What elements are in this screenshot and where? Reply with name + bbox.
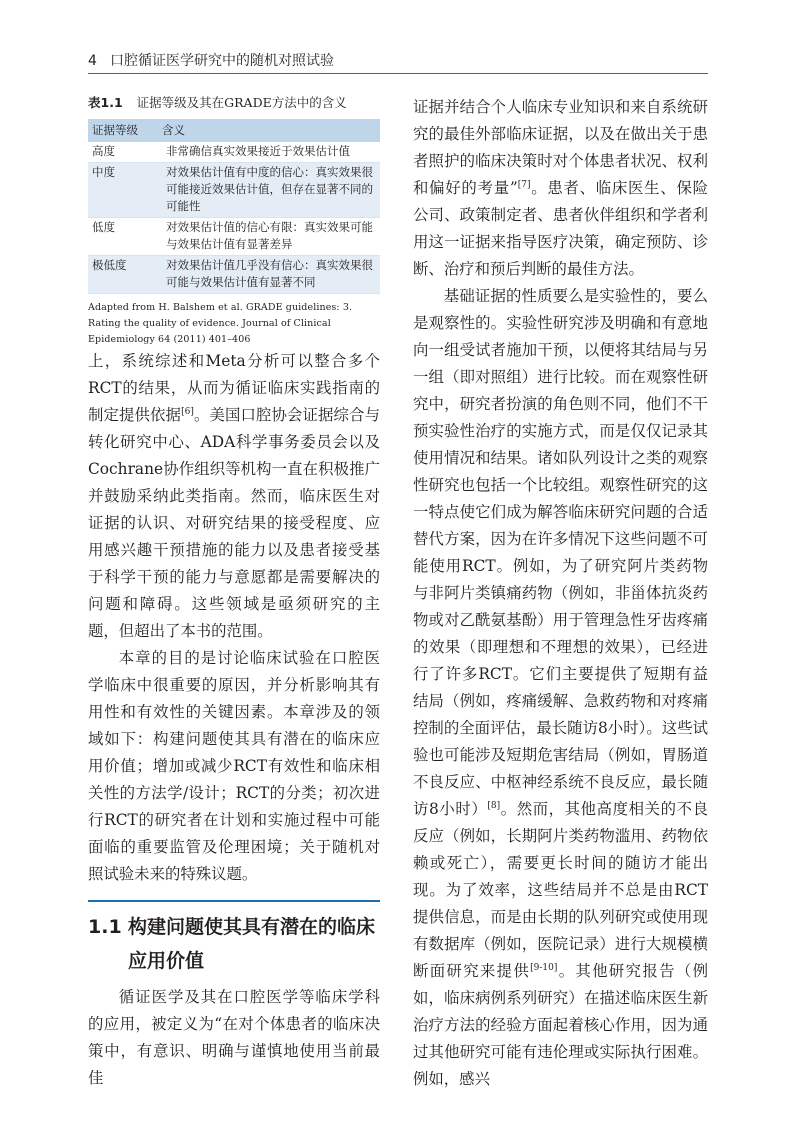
section-rule: [88, 900, 380, 902]
text-run: 。然而，其他高度相关的不良反应（例如，长期阿片类药物滥用、药物依赖或死亡），需要更长时间的随访才能出现。为了效率，这些结局并不总是由RCT提供信息，而是由长期的队列研究或使用现有数据库（例如，医院记录）进行大规模横断面研究来提供: [413, 800, 708, 980]
table-source-note: Adapted from H. Balshem et al. GRADE guidelines: 3. Rating the quality of evidence. Journal of Clinical Epidemiology 64 (2011) 401–406: [88, 302, 353, 345]
table-row: [88, 142, 380, 163]
citation-ref: [9-10]: [530, 962, 558, 973]
meaning-cell: 非常确信真实效果接近于效果估计值: [158, 142, 380, 163]
table-caption: [88, 94, 380, 114]
table-row: [88, 163, 380, 218]
table-number: 表1.1: [88, 95, 123, 110]
table-row: [88, 256, 380, 294]
meaning-cell: 对效果估计值的信心有限：真实效果可能与效果估计值有显著差异: [158, 218, 380, 256]
level-cell: 低度: [88, 218, 158, 256]
running-header: [88, 52, 708, 70]
text-run: 基础证据的性质要么是实验性的，要么是观察性的。实验性研究涉及明确和有意地向一组受试者施加干预，以便将其结局与另一组（即对照组）进行比较。而在观察性研究中，研究者扮演的角色则不同，他们不干预实验性治疗的实施方式，而是仅仅记录其使用情况和结果。诸如队列设计之类的观察性研究也包括一个比较组。观察性研究的这一特点使它们成为解答临床研究问题的合适替代方案，因为在许多情况下这些问题不可能使用RCT。例如，为了研究阿片类药物与非阿片类镇痛药物（例如，非甾体抗炎药物或对乙酰氨基酚）用于管理急性牙齿疼痛的效果（即理想和不理想的效果），已经进行了许多RCT。它们主要提供了短期有益结局（例如，疼痛缓解、急救药物和对疼痛控制的全面评估，最长随访8小时）。这些试验也可能涉及短期危害结局（例如，胃肠道不良反应、中枢神经系统不良反应，最长随访8小时）: [413, 287, 708, 818]
column-header-level: 证据等级: [88, 119, 158, 142]
body-paragraph: [413, 94, 708, 283]
section-heading: [88, 910, 380, 978]
grade-table: [88, 119, 380, 294]
text-run: 。美国口腔协会证据综合与转化研究中心、ADA科学事务委员会以及Cochrane协作组织等机构一直在积极推广并鼓励采纳此类指南。然而，临床医生对证据的认识、对研究结果的接受程度、应用感兴趣干预措施的能力以及患者接受基于科学干预的能力与意愿都是需要解决的问题和障碍。这些领域是亟须研究的主题，但超出了本书的范围。: [88, 406, 380, 640]
table-row: [88, 218, 380, 256]
level-cell: 中度: [88, 163, 158, 218]
body-paragraph: 循证医学及其在口腔医学等临床学科的应用，被定义为“在对个体患者的临床决策中，有意识、明确与谨慎地使用当前最佳: [88, 988, 380, 1087]
meaning-cell: 对效果估计值有中度的信心：真实效果很可能接近效果估计值，但存在显著不同的可能性: [158, 163, 380, 218]
page-number: 4: [88, 53, 97, 69]
meaning-cell: 对效果估计值几乎没有信心：真实效果很可能与效果估计值有显著不同: [158, 256, 380, 294]
column-header-meaning: 含义: [158, 119, 380, 142]
section-title: 构建问题使其具有潜在的临床应用价值: [128, 916, 376, 972]
left-column: [88, 94, 380, 1092]
header-rule: [88, 73, 708, 74]
right-column: [413, 94, 708, 1093]
text-run: 。患者、临床医生、保险公司、政策制定者、患者伙伴组织和学者利用这一证据来指导医疗决策，确定预防、诊断、治疗和预后判断的最佳方法。: [413, 179, 708, 278]
text-run: 。其他研究报告（例如，临床病例系列研究）在描述临床医生新治疗方法的经验方面起着核心作用，因为通过其他研究可能有违伦理或实际执行困难。例如，感兴: [413, 962, 708, 1088]
table-header-row: [88, 119, 380, 142]
citation-ref: [6]: [181, 406, 194, 417]
table-title: 证据等级及其在GRADE方法中的含义: [136, 95, 347, 110]
text-run: 上，系统综述和Meta分析可以整合多个RCT的结果，从而为循证临床实践指南的制定提供依据: [88, 352, 380, 424]
citation-ref: [8]: [487, 800, 501, 811]
body-paragraph: [413, 283, 708, 1093]
running-title: 口腔循证医学研究中的随机对照试验: [110, 53, 334, 69]
section-number: 1.1: [88, 916, 122, 938]
level-cell: 高度: [88, 142, 158, 163]
citation-ref: [7]: [517, 179, 531, 190]
text-run: 证据并结合个人临床专业知识和来自系统研究的最佳外部临床证据，以及在做出关于患者照护的临床决策时对个体患者状况、权利和偏好的考量”: [413, 98, 708, 197]
body-paragraph: [88, 348, 380, 645]
body-paragraph: 本章的目的是讨论临床试验在口腔医学临床中很重要的原因，并分析影响其有用性和有效性的关键因素。本章涉及的领域如下：构建问题使其具有潜在的临床应用价值；增加或减少RCT有效性和临床相关性的方法学/设计；RCT的分类；初次进行RCT的研究者在计划和实施过程中可能面临的重要监管及伦理困境；关于随机对照试验未来的特殊议题。: [88, 649, 380, 883]
level-cell: 极低度: [88, 256, 158, 294]
